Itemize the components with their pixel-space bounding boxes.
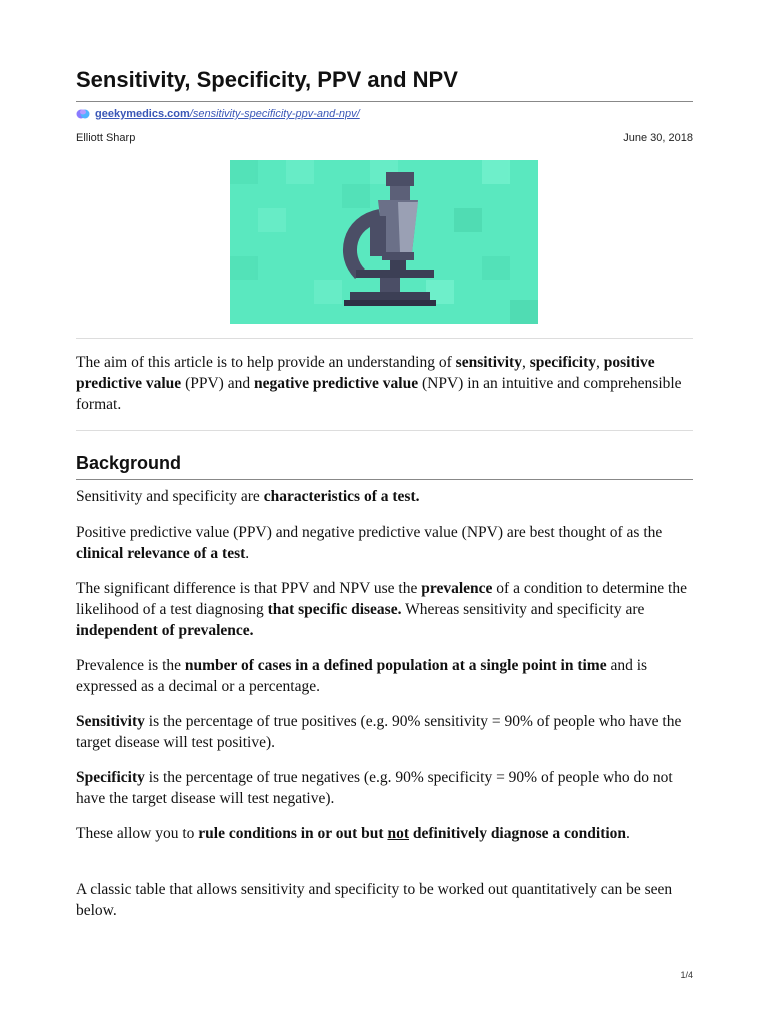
author-name: Elliott Sharp [76, 132, 136, 144]
document-page [76, 0, 693, 1024]
intro-divider [76, 430, 693, 431]
paragraph-3: The significant difference is that PPV and NPV use the prevalence of a condition to determine the likelihood of a test diagnosing that specific disease. Whereas sensitivity and specificity are independent of prevalence. [76, 580, 687, 639]
paragraph-2: Positive predictive value (PPV) and negative predictive value (NPV) are best thought of as the clinical relevance of a test. [76, 524, 663, 562]
hero-image [230, 160, 538, 324]
source-link[interactable] [76, 107, 360, 121]
article-meta [76, 131, 693, 145]
paragraph-5: Sensitivity is the percentage of true positives (e.g. 90% sensitivity = 90% of people who have the target disease will test positive). [76, 713, 682, 751]
brain-icon [76, 108, 90, 120]
intro-paragraph: The aim of this article is to help provide an understanding of sensitivity, specificity, positive predictive value (PPV) and negative predictive value (NPV) in an intuitive and comprehensible format. [76, 354, 682, 413]
paragraph-7: These allow you to rule conditions in or out but not definitively diagnose a condition. [76, 825, 630, 842]
title-divider [76, 101, 693, 102]
source-domain[interactable]: geekymedics.com [95, 108, 190, 120]
source-path[interactable]: /sensitivity-specificity-ppv-and-npv/ [189, 108, 360, 120]
microscope-icon [230, 160, 538, 324]
section-divider [76, 479, 693, 480]
article-title: Sensitivity, Specificity, PPV and NPV [76, 67, 458, 92]
paragraph-6: Specificity is the percentage of true negatives (e.g. 90% specificity = 90% of people who do not have the target disease will test negative). [76, 769, 673, 807]
paragraph-8: A classic table that allows sensitivity and specificity to be worked out quantitatively can be seen below. [76, 881, 673, 919]
paragraph-4: Prevalence is the number of cases in a defined population at a single point in time and is expressed as a decimal or a percentage. [76, 657, 648, 695]
publish-date: June 30, 2018 [623, 132, 693, 144]
page-number: 1/4 [680, 970, 693, 980]
section-heading: Background [76, 453, 182, 473]
hero-divider [76, 338, 693, 339]
paragraph-1: Sensitivity and specificity are characteristics of a test. [76, 488, 420, 505]
